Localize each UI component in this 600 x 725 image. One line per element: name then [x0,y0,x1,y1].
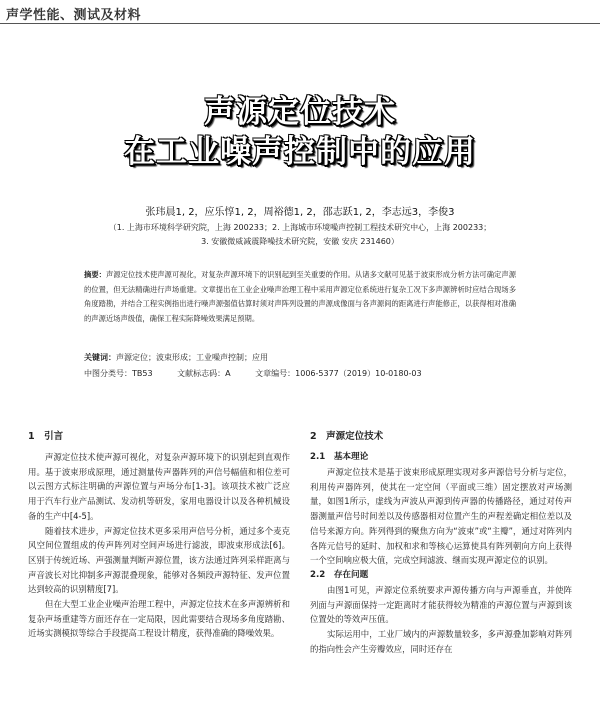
paragraph: 但在大型工业企业噪声治理工程中，声源定位技术在多声源辨析和复杂声场重建等方面还存在一定局限，因此需要结合现场多角度踏勘、近场实测模拟等综合手段提高工程设计精度，获得准确的降噪效果。 [28,599,290,639]
subsection-heading-problems: 2.2 存在问题 [310,569,369,580]
paragraph: 声源定位技术是基于波束形成原理实现对多声源信号分析与定位，利用传声器阵列，使其在一定空间（平面或三维）固定摆放对声场测量，如图1所示，虚线为声波从声源到传声器的传播路径，通过对传声器测量声信号时间差以及传感器相对位置产生的声程差确定相位差以及信号来源方向。阵列得到的聚焦方向为“波束”或“主瓣”，通过对阵列内各阵元信号的延时、加权和求和等核心运算使具有阵列朝向方向上获得一个空间响应极大值，完成空间滤波、继而实现声源定位的识别。 [310,467,572,566]
title-line-2: 在工业噪声控制中的应用 [124,134,476,170]
right-column [310,430,572,656]
document-code: 文献标志码：A [177,369,231,378]
keywords-label: 关键词： [84,353,116,362]
article-number: 文章编号：1006-5377（2019）10-0180-03 [255,369,422,378]
keywords [84,352,268,363]
clc-number: 中图分类号：TB53 [84,369,153,378]
abstract-text: 声源定位技术使声源可视化，对复杂声源环境下的识别起到至关重要的作用。从诸多文献可见基于波束形成分析方法可确定声源的位置，但无法精确进行声场重建。文章提出在工业企业噪声治理工程中采用声源定位系统进行复杂工况下多声源辨析时应结合现场多角度踏勘，并结合工程实例指出进行噪声源强值估算时须对声阵列设置的声源成像面与各声源间的距离进行声能修正，以获得相对准确的声源近场声级值，确保工程实际降噪效果满足预期。 [84,270,516,323]
title-line-1: 声源定位技术 [204,94,396,130]
section-heading-technology: 2 声源定位技术 [310,431,384,442]
classification-line [84,368,444,379]
author-list: 张玮晨1, 2，应乐惇1, 2，周裕德1, 2，邵志跃1, 2，李志远3，李俊3 [145,207,455,218]
paragraph: 声源定位技术使声源可视化，对复杂声源环境下的识别起到直观作用。基于波束形成原理，通过测量传声器阵列的声信号幅值和相位差可以云图方式标注明确的声源位置与声场分布[1-3]。该项技术被广泛应用于汽车行业产品测试、发动机等研发，家用电器设计以及各种机械设备的生产中[4-5]。 [28,452,290,521]
subsection-heading-theory: 2.1 基本理论 [310,452,369,462]
section-heading-introduction: 1 引言 [28,431,64,442]
paragraph: 由图1可见，声源定位系统要求声源传播方向与声源垂直，并使阵列面与声源面保持一定距离时才能获得较为精准的声源位置与声源到该位置处的等效声压值。 [310,584,572,625]
abstract [84,268,516,326]
abstract-label: 摘要： [84,270,106,279]
affiliation-line-1: （1. 上海市环境科学研究院，上海 200233；2. 上海城市环境噪声控制工程技术研究中心，上海 200233； [108,223,492,232]
paragraph: 随着技术进步，声源定位技术更多采用声信号分析，通过多个麦克风空间位置组成的传声阵列对空间声场进行滤波，即波束形成法[6]。区别于传统近场、声强测量判断声源位置，该方法通过阵列采样距离与声音波长对比抑制多声源混叠现象，能够对各频段声源特征、发声位置达到较高的识别精度[7]。 [28,525,290,595]
header-divider [0,23,600,24]
paragraph: 实际运用中，工业厂域内的声源数量较多，多声源叠加影响对阵列的指向性会产生旁瓣效应，同时还存在 [310,629,572,654]
journal-section-header: 声学性能、测试及材料 [6,8,142,23]
keywords-text: 声源定位；波束形成；工业噪声控制；应用 [116,353,268,362]
left-column [28,430,290,641]
affiliation-line-2: 3. 安徽微威减震降噪技术研究院，安徽 安庆 231460） [201,237,399,246]
